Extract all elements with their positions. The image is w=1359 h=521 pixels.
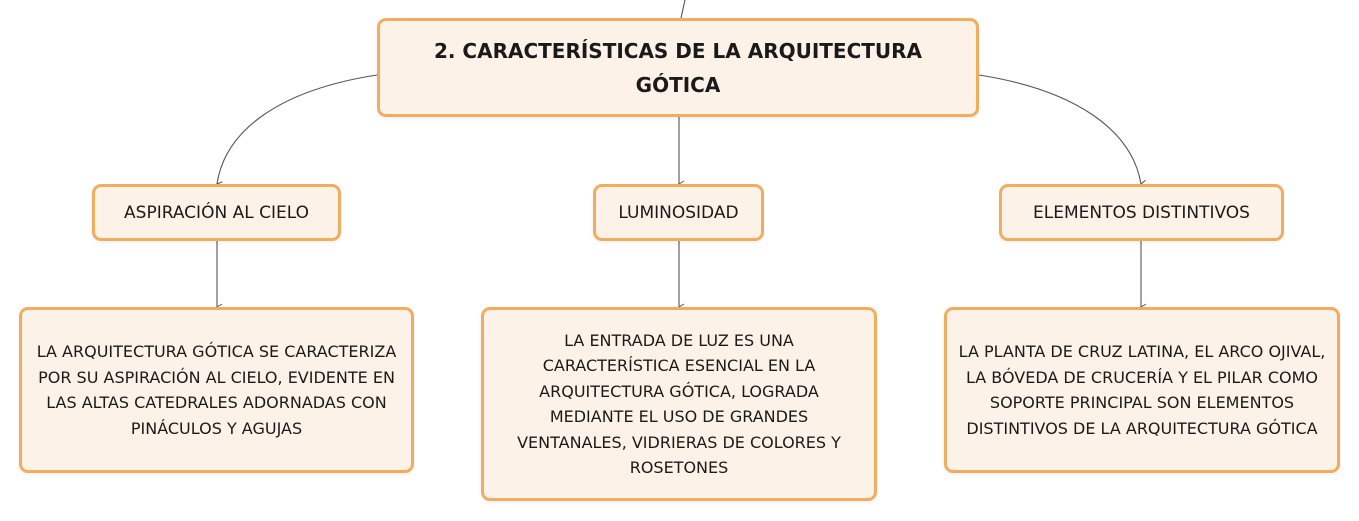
- connector-root-to-aspiracion: [217, 75, 377, 184]
- root-title-line-2: GÓTICA: [635, 72, 721, 97]
- root-topic-node[interactable]: [377, 18, 979, 117]
- detail-line: MEDIANTE EL USO DE GRANDES: [549, 407, 809, 426]
- root-topic-title: [434, 34, 922, 102]
- detail-line: LA BÓVEDA DE CRUCERÍA Y EL PILAR COMO: [965, 367, 1319, 387]
- detail-line: LA ENTRADA DE LUZ ES UNA: [564, 330, 794, 350]
- branch-label: ELEMENTOS DISTINTIVOS: [1033, 202, 1250, 223]
- detail-text: [959, 339, 1326, 441]
- detail-line: VENTANALES, VIDRIERAS DE COLORES Y: [517, 432, 841, 452]
- branch-node-aspiracion[interactable]: [92, 184, 341, 241]
- detail-line: DISTINTIVOS DE LA ARQUITECTURA GÓTICA: [966, 418, 1318, 438]
- connector-from-top: [681, 0, 685, 18]
- detail-line: LA PLANTA DE CRUZ LATINA, EL ARCO OJIVAL,: [958, 342, 1326, 361]
- detail-line: ARQUITECTURA GÓTICA, LOGRADA: [539, 381, 819, 401]
- detail-line: CARACTERÍSTICA ESENCIAL EN LA: [542, 356, 816, 375]
- branch-label: ASPIRACIÓN AL CIELO: [124, 202, 309, 223]
- branch-label: LUMINOSIDAD: [618, 202, 739, 223]
- detail-node-elementos[interactable]: [944, 307, 1340, 473]
- detail-line: POR SU ASPIRACIÓN AL CIELO, EVIDENTE EN: [38, 367, 395, 387]
- detail-text: [37, 339, 397, 441]
- branch-node-elementos[interactable]: [999, 184, 1284, 241]
- detail-line: LAS ALTAS CATEDRALES ADORNADAS CON: [46, 393, 387, 412]
- detail-text: [517, 328, 841, 481]
- detail-line: LA ARQUITECTURA GÓTICA SE CARACTERIZA: [36, 342, 397, 361]
- root-title-line-1: 2. CARACTERÍSTICAS DE LA ARQUITECTURA: [433, 38, 923, 63]
- detail-line: SOPORTE PRINCIPAL SON ELEMENTOS: [989, 393, 1295, 412]
- detail-line: PINÁCULOS Y AGUJAS: [130, 418, 303, 438]
- detail-node-luminosidad[interactable]: [481, 307, 877, 501]
- connector-root-to-elementos: [979, 75, 1141, 184]
- detail-node-aspiracion[interactable]: [19, 307, 414, 473]
- detail-line: ROSETONES: [629, 458, 729, 477]
- branch-node-luminosidad[interactable]: [593, 184, 764, 241]
